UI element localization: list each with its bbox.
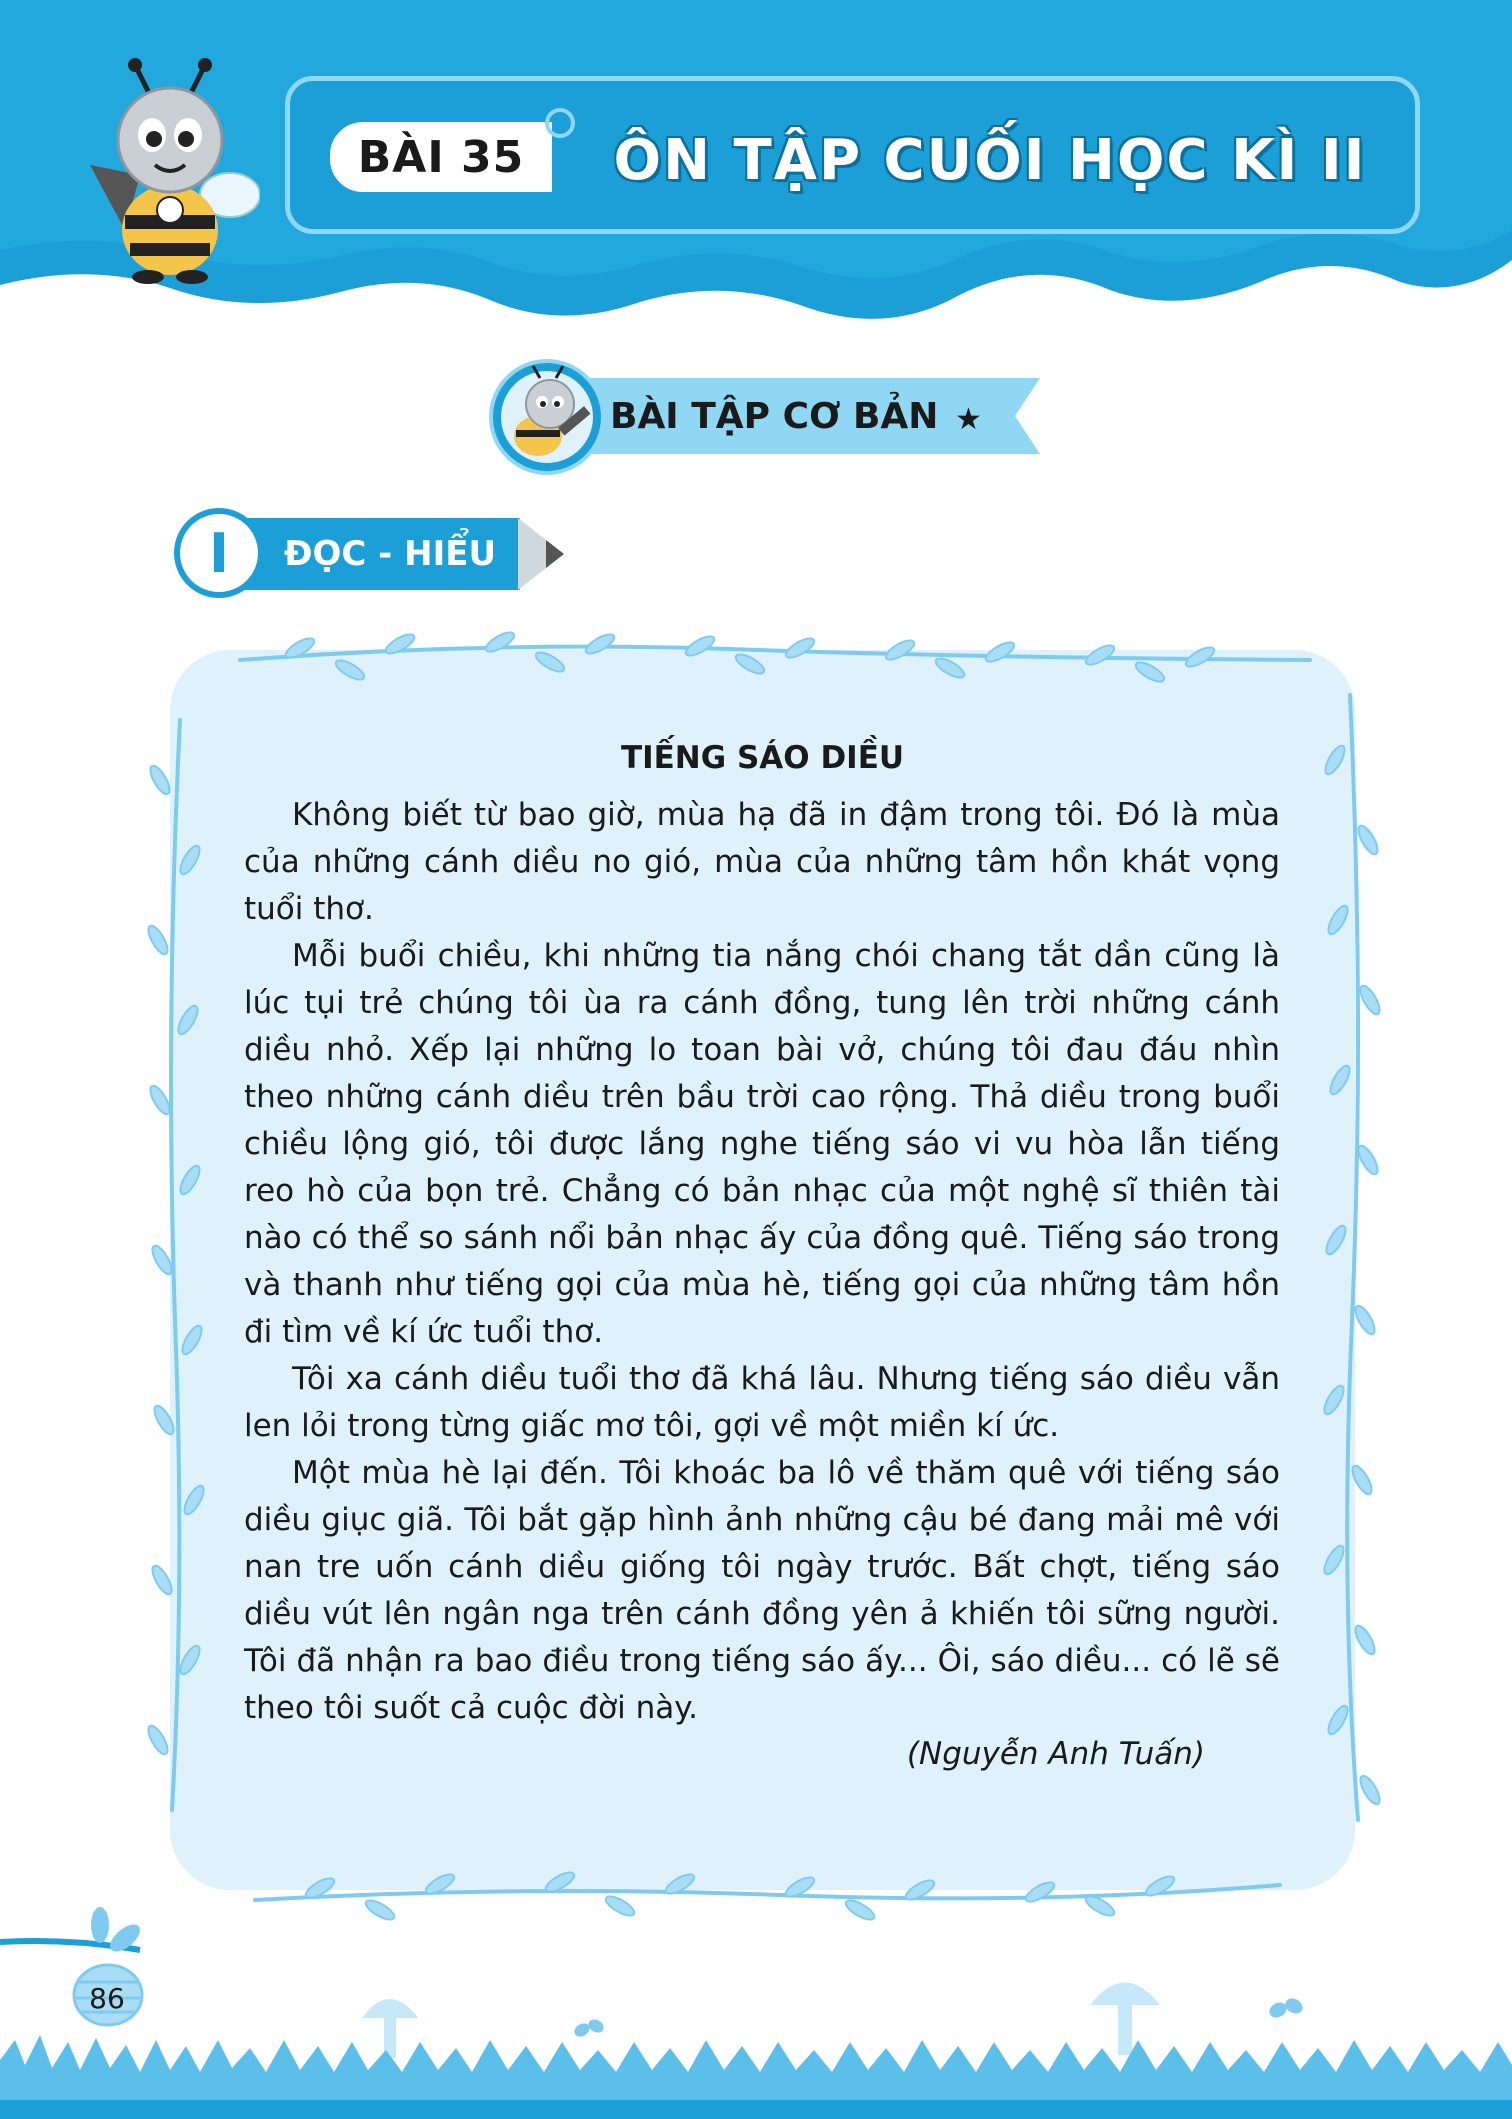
star-icon: ★ (955, 402, 982, 437)
story-title: TIẾNG SÁO DIỀU (620, 740, 905, 776)
story-paragraph: Tôi xa cánh diều tuổi thơ đã khá lâu. Nhưng tiếng sáo diều vẫn len lỏi trong từng giấc mơ tôi, gợi về một miền kí ức. (244, 1361, 1280, 1444)
part-label: ĐỌC - HIỂU (284, 534, 497, 574)
footer-grass-art (0, 1900, 1512, 2119)
lesson-title: ÔN TẬP CUỐI HỌC KÌ II (613, 127, 1367, 193)
pencil-tip-icon (518, 518, 564, 590)
story-paragraph: Một mùa hè lại đến. Tôi khoác ba lô về thăm quê với tiếng sáo diều giục giã. Tôi bắt gặp hình ảnh những cậu bé đang mải mê với nan tre uốn cánh diều giống tôi ngày trước. Bất chợt, tiếng sáo diều vút lên ngân nga trên cánh đồng yên ả khiến tôi sững người. Tôi đã nhận ra bao điều trong tiếng sáo ấy... Ôi, sáo diều... có lẽ sẽ theo tôi suốt cả cuộc đời này. (244, 1455, 1280, 1726)
lesson-number-badge: BÀI 35 (325, 117, 557, 197)
story-paragraph: Không biết từ bao giờ, mùa hạ đã in đậm trong tôi. Đó là mùa của những cánh diều no gió, mùa của những tâm hồn khát vọng tuổi thơ. (244, 797, 1280, 927)
story-paragraph: Mỗi buổi chiều, khi những tia nắng chói chang tắt dần cũng là lúc tụi trẻ chúng tôi ùa ra cánh đồng, tung lên trời những cánh diều nhỏ. Xếp lại những lo toan bài vở, chúng tôi đau đáu nhìn theo những cánh diều trên bầu trời cao rộng. Thả diều trong buổi chiều lộng gió, tôi được lắng nghe tiếng sáo vi vu hòa lẫn tiếng reo hò của bọn trẻ. Chẳng có bản nhạc của một nghệ sĩ thiên tài nào có thể so sánh nổi bản nhạc ấy của đồng quê. Tiếng sáo trong và thanh như tiếng gọi của mùa hè, tiếng gọi của những tâm hồn đi tìm về kí ức tuổi thơ. (244, 938, 1280, 1350)
badge-ring-icon (545, 108, 575, 138)
butterfly-icon (572, 1995, 1305, 2039)
section-label: BÀI TẬP CƠ BẢN (610, 395, 939, 437)
bee-pencil-mascot-icon (488, 358, 606, 476)
page-number: 86 (89, 1981, 125, 2015)
story-body (244, 792, 1280, 1732)
story-author: (Nguyễn Anh Tuấn) (906, 1736, 1205, 1772)
part-number: I (174, 508, 264, 598)
mushroom-icon (362, 1983, 1160, 2059)
bee-mascot-icon (80, 55, 260, 285)
